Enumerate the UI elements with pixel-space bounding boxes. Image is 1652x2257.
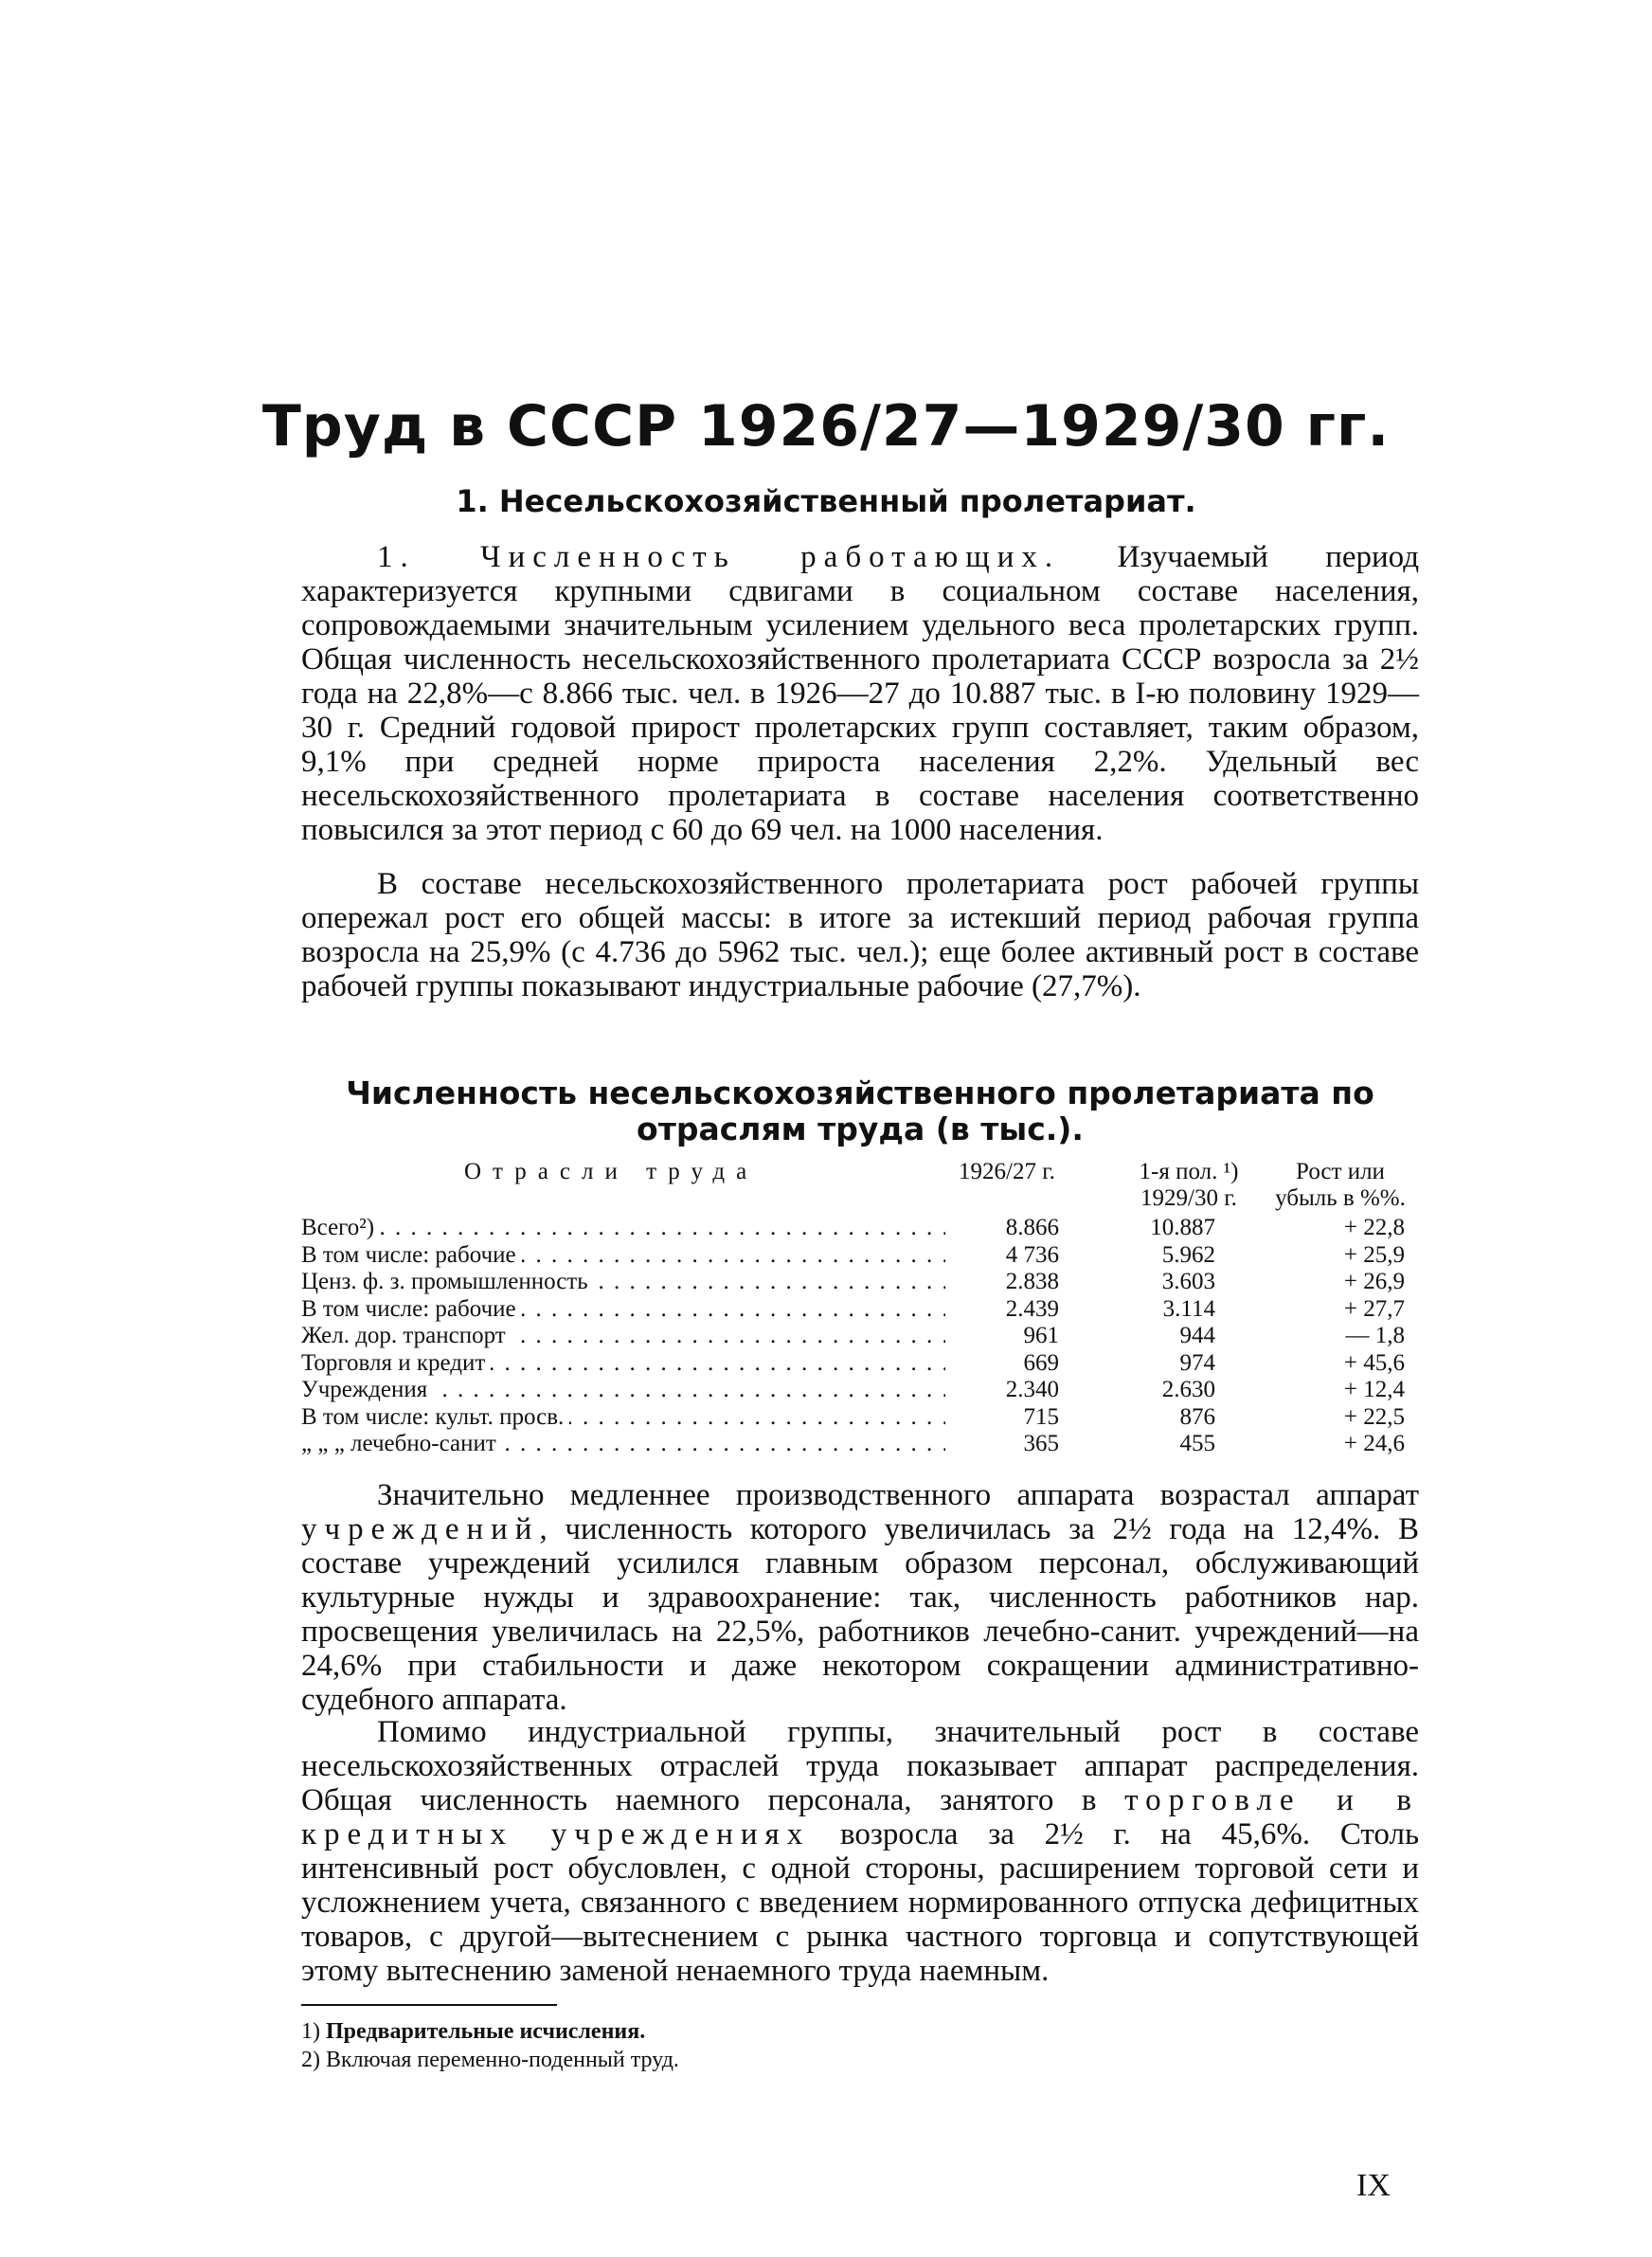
row-1926: 2.340: [1005, 1377, 1059, 1402]
row-1926: 8.866: [1005, 1215, 1059, 1240]
row-label: В том числе: рабочие: [301, 1296, 522, 1322]
table-header-growth: [1260, 1159, 1421, 1212]
row-1926: 2.838: [1005, 1269, 1059, 1294]
row-change: + 22,5: [1343, 1403, 1405, 1430]
row-label: Учреждения: [301, 1377, 433, 1402]
table-header-year: 1926/27 г.: [959, 1159, 1055, 1184]
row-change: + 22,8: [1343, 1215, 1405, 1240]
footnote-1: [301, 2018, 645, 2045]
table-header-half-year: [1118, 1159, 1260, 1212]
table-row: [301, 1377, 1419, 1404]
paragraph-1-lead: 1. Численность работающих.: [377, 540, 1061, 574]
footnote-2: [301, 2047, 679, 2073]
table-row: [301, 1404, 1419, 1432]
table-row: [301, 1242, 1419, 1270]
table-row: [301, 1323, 1419, 1350]
row-label: Торговля и кредит: [301, 1350, 491, 1376]
table-row: [301, 1296, 1419, 1324]
table-row: [301, 1350, 1419, 1378]
paragraph-2: [301, 867, 1419, 1003]
table-header-growth-line2: убыль в %%.: [1275, 1185, 1406, 1211]
row-label: В том числе: рабочие: [301, 1242, 522, 1268]
table-body: [301, 1215, 1419, 1458]
row-label: В том числе: культ. просв.: [301, 1404, 569, 1430]
paragraph-4-emphasis: торговле и в кредитных учреждениях: [301, 1783, 1419, 1851]
page-number: IX: [1356, 2168, 1391, 2203]
paragraph-2-text: В составе несельскохозяйственного пролетариата рост рабочей группы опережал рост его общей массы: в итоге за истекший период рабочая группа возросла на 25,9% (с 4.736 до 5962 тыс. чел.); еще более активный рост в составе рабочей группы показывают индустриальные рабочие (27,7%).: [301, 867, 1419, 1003]
row-1929: 3.114: [1162, 1295, 1215, 1322]
row-label: Всего²): [301, 1215, 380, 1240]
row-1929: 3.603: [1161, 1269, 1215, 1294]
footnote-2-mark: 2): [301, 2048, 320, 2072]
row-1926: 715: [1023, 1403, 1059, 1430]
footnote-1-mark: 1): [301, 2019, 320, 2044]
paragraph-4-pre: Помимо индустриальной группы, значительный рост в составе несельскохозяйственных отраслей труда показывает аппарат распределения. Общая численность наемного персонала, занятого в: [301, 1715, 1419, 1817]
row-1926: 669: [1023, 1349, 1059, 1376]
paragraph-4: [301, 1715, 1419, 1988]
table-header-half-line1: 1-я пол. ¹): [1139, 1159, 1239, 1184]
footnote-2-text: Включая переменно-поденный труд.: [326, 2048, 679, 2072]
row-label: „ „ „ лечебно-санит: [301, 1431, 502, 1456]
row-1926: 4 736: [1005, 1241, 1059, 1268]
row-label: Ценз. ф. з. промышленность: [301, 1269, 594, 1294]
paragraph-1: [301, 540, 1419, 847]
table-row: [301, 1215, 1419, 1242]
table-title: Численность несельскохозяйственного пролетариата по отраслям труда (в тыс.).: [346, 1074, 1374, 1147]
row-change: + 45,6: [1343, 1349, 1405, 1376]
row-1926: 961: [1023, 1323, 1059, 1348]
paragraph-3-emphasis: учреждений: [301, 1512, 540, 1546]
paragraph-3: [301, 1478, 1419, 1717]
row-1926: 365: [1023, 1431, 1059, 1456]
footnote-divider: [301, 2004, 557, 2006]
paragraph-1-text: Изучаемый период характеризуется крупными сдвигами в социальном составе населения, сопровождаемыми значительным усилением удельного веса пролетарских групп. Общая численность несельскохозяйственного пролетариата СССР возросла за 2½ года на 22,8%—с 8.866 тыс. чел. в 1926—27 до 10.887 тыс. в I-ю половину 1929—30 г. Средний годовой прирост пролетарских групп составляет, таким образом, 9,1% при средней норме прироста населения 2,2%. Удельный вес несельскохозяйственного пролетариата в составе населения соответственно повысился за этот период с 60 до 69 чел. на 1000 населения.: [301, 540, 1420, 847]
row-1929: 455: [1179, 1431, 1215, 1456]
row-change: + 12,4: [1343, 1377, 1405, 1402]
page-title: Труд в СССР 1926/27—1929/30 гг.: [261, 393, 1391, 460]
row-1929: 2.630: [1161, 1377, 1215, 1402]
row-label: Жел. дор. транспорт: [301, 1323, 512, 1348]
row-1929: 876: [1179, 1403, 1215, 1430]
footnote-1-text: Предварительные исчисления.: [326, 2019, 646, 2044]
paragraph-3-post: , численность которого увеличилась за 2½ года на 12,4%. В составе учреждений усилился главным образом персонал, обслуживающий культурные нужды и здравоохранение: так, численность работников нар. просвещения увеличилась на 22,5%, работников лечебно-санит. учреждений—на 24,6% при стабильности и даже некотором сокращении административно-судебного аппарата.: [301, 1512, 1419, 1717]
table-header-half-line2: 1929/30 г.: [1140, 1185, 1237, 1211]
row-change: + 24,6: [1343, 1431, 1405, 1456]
table-header-branch: Отрасли труда: [464, 1159, 759, 1184]
row-change: + 27,7: [1343, 1295, 1405, 1322]
row-change: + 26,9: [1343, 1269, 1405, 1294]
row-change: + 25,9: [1343, 1241, 1405, 1268]
table-row: [301, 1269, 1419, 1296]
paragraph-3-pre: Значительно медленнее производственного аппарата возрастал аппарат: [377, 1478, 1419, 1512]
section-heading: 1. Несельскохозяйственный пролетариат.: [456, 483, 1196, 519]
row-1929: 944: [1179, 1323, 1215, 1348]
row-1929: 5.962: [1161, 1241, 1215, 1268]
row-1926: 2.439: [1005, 1295, 1059, 1322]
table-header-growth-line1: Рост или: [1296, 1159, 1385, 1184]
row-1929: 10.887: [1150, 1215, 1215, 1240]
row-1929: 974: [1179, 1349, 1215, 1376]
table-row: [301, 1431, 1419, 1458]
paragraph-4-post: возросла за 2½ г. на 45,6%. Столь интенсивный рост обусловлен, с одной стороны, расширением торговой сети и усложнением учета, связанного с введением нормированного отпуска дефицитных товаров, с другой—вытеснением с рынка частного торговца и сопутствующей этому вытеснению заменой ненаемного труда наемным.: [301, 1817, 1419, 1988]
row-change: — 1,8: [1345, 1323, 1405, 1348]
